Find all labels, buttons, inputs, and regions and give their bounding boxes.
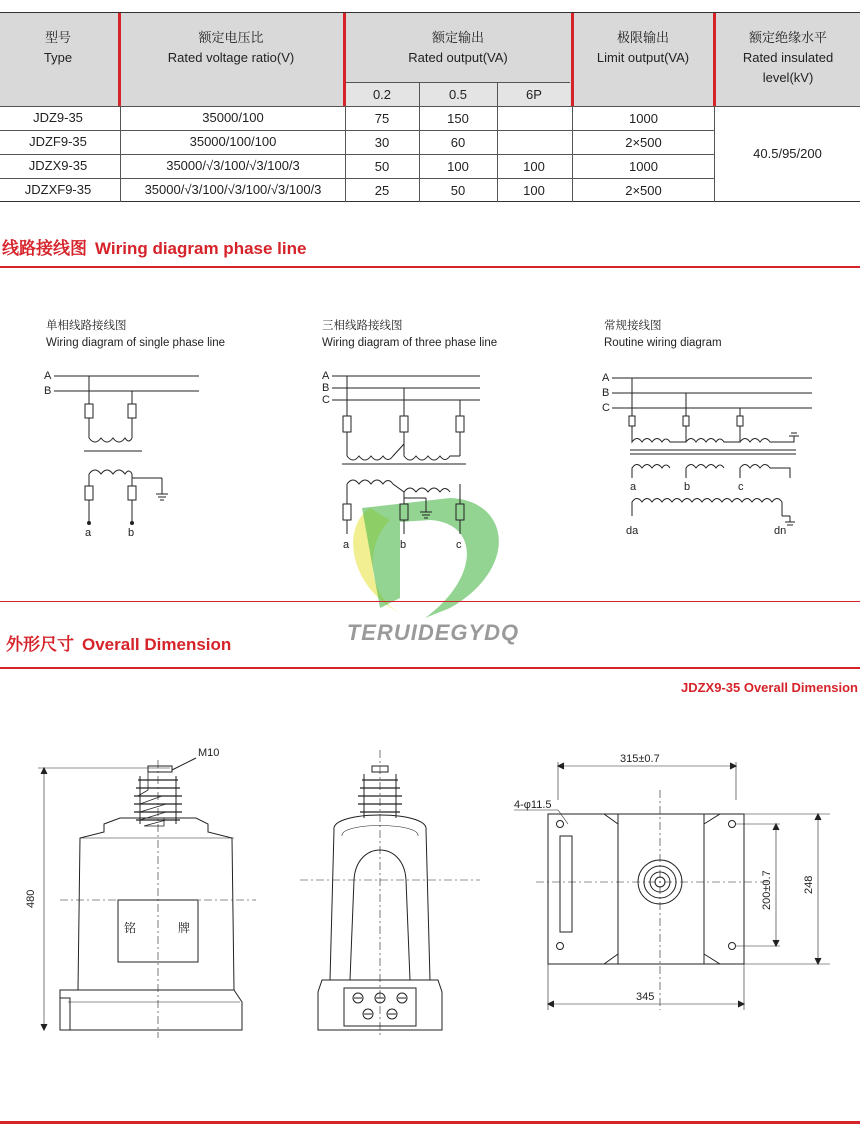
cell-type: JDZF9-35 (29, 134, 87, 149)
label-C: C (602, 402, 610, 414)
label-B: B (44, 385, 52, 397)
cell-o6p: 100 (523, 159, 545, 174)
label-holes: 4-φ11.5 (514, 799, 552, 811)
header-type: 型号 Type (43, 30, 73, 65)
label-315: 315±0.7 (620, 753, 660, 765)
cell-o02: 30 (374, 135, 390, 150)
label-b: b (128, 527, 135, 539)
header-output-05: 0.5 (448, 87, 468, 102)
header-output: 额定输出 Rated output(VA) (408, 30, 508, 65)
label-a: a (85, 527, 92, 539)
label-da: da (626, 525, 639, 537)
header-ratio: 额定电压比 Rated voltage ratio(V) (167, 30, 295, 65)
cell-type: JDZ9-35 (33, 110, 83, 125)
header-insulation: 额定绝缘水平 Rated insulated level(kV) (742, 30, 834, 85)
nameplate-left: 铭 (124, 921, 137, 935)
nameplate-right: 牌 (178, 921, 191, 935)
cell-limit: 2×500 (625, 135, 662, 150)
label-480: 480 (25, 889, 37, 908)
header-limit: 极限输出 Limit output(VA) (596, 30, 690, 65)
three-phase-caption: 三相线路接线图 Wiring diagram of three phase line (322, 320, 498, 349)
label-B: B (322, 382, 330, 394)
label-c: c (456, 539, 462, 551)
footer-rule (0, 1121, 860, 1124)
cell-o02: 50 (374, 159, 390, 174)
single-phase-diagram (44, 366, 204, 546)
spec-table (0, 0, 860, 202)
dimension-section-title: 外形尺寸 Overall Dimension (6, 635, 232, 654)
cell-o02: 25 (374, 183, 390, 198)
label-248: 248 (803, 875, 815, 894)
label-b: b (400, 539, 407, 551)
cell-insulation: 40.5/95/200 (753, 146, 822, 161)
cell-ratio: 35000/100 (202, 110, 264, 125)
cell-o6p: 100 (523, 183, 545, 198)
cell-limit: 1000 (629, 159, 658, 174)
wiring-section-title: 线路接线图 Wiring diagram phase line (2, 239, 307, 258)
three-phase-diagram (320, 366, 490, 556)
section-divider (0, 601, 860, 602)
cell-o05: 50 (450, 183, 466, 198)
routine-diagram (600, 366, 820, 546)
label-dn: dn (774, 525, 787, 537)
cell-ratio: 35000/√3/100/√3/100/√3/100/3 (144, 182, 322, 197)
top-view-drawing (500, 740, 840, 1030)
label-345: 345 (636, 991, 655, 1003)
cell-ratio: 35000/√3/100/√3/100/3 (166, 158, 300, 173)
front-view-drawing (20, 740, 260, 1040)
label-A: A (602, 372, 610, 384)
cell-ratio: 35000/100/100 (189, 134, 277, 149)
cell-o05: 150 (447, 111, 469, 126)
label-b: b (684, 481, 691, 493)
label-a: a (630, 481, 637, 493)
cell-o02: 75 (374, 111, 390, 126)
cell-limit: 2×500 (625, 183, 662, 198)
label-A: A (322, 370, 330, 382)
routine-caption: 常规接线图 Routine wiring diagram (604, 320, 722, 349)
label-B: B (602, 387, 610, 399)
table-line (346, 82, 570, 83)
label-c: c (738, 481, 744, 493)
header-output-6p: 6P (526, 87, 542, 102)
wiring-title-rule (0, 266, 860, 268)
cell-type: JDZX9-35 (28, 158, 88, 173)
label-C: C (322, 394, 330, 406)
dimension-subtitle: JDZX9-35 Overall Dimension (680, 680, 858, 695)
header-output-02: 0.2 (372, 87, 392, 102)
label-a: a (343, 539, 350, 551)
cell-o05: 60 (450, 135, 466, 150)
cell-type: JDZXF9-35 (24, 182, 92, 197)
cell-o05: 100 (447, 159, 469, 174)
label-m10: M10 (198, 747, 220, 759)
table-border-top (0, 12, 860, 13)
dimension-title-rule (0, 667, 860, 669)
watermark-text: TERUIDEGYDQ (346, 620, 520, 645)
cell-limit: 1000 (629, 111, 658, 126)
label-200: 200±0.7 (761, 870, 773, 910)
side-view-drawing (300, 740, 480, 1040)
single-phase-caption: 单相线路接线图 Wiring diagram of single phase line (46, 320, 225, 349)
label-A: A (44, 370, 52, 382)
